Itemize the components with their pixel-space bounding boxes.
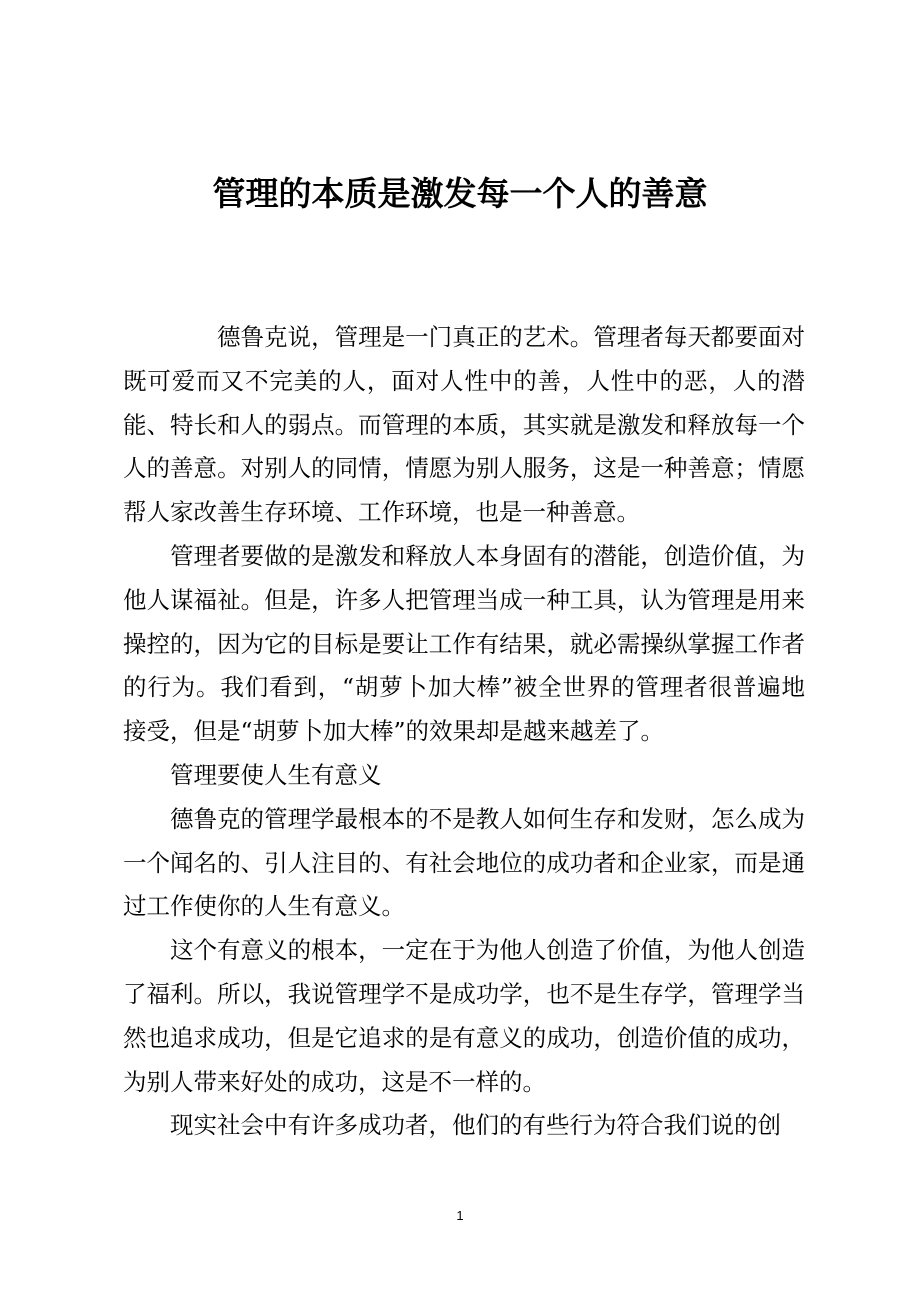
paragraph-4: 这个有意义的根本，一定在于为他人创造了价值，为他人创造了福利。所以，我说管理学不是成功学，也不是生存学，管理学当然也追求成功，但是它追求的是有意义的成功，创造价值的成功，为别人带来好处的成功，这是不一样的。: [123, 936, 805, 1096]
paragraph-1: 德鲁克说，管理是一门真正的艺术。管理者每天都要面对既可爱而又不完美的人，面对人性中的善，人性中的恶，人的潜能、特长和人的弱点。而管理的本质，其实就是激发和释放每一个人的善意。对别人的同情，情愿为别人服务，这是一种善意；情愿帮人家改善生存环境、工作环境，也是一种善意。: [123, 323, 805, 527]
section-heading: 管理要使人生有意义: [170, 760, 382, 789]
document-title: 管理的本质是激发每一个人的善意: [212, 174, 708, 213]
document-body: [123, 316, 805, 1148]
paragraph-5: 现实社会中有许多成功者，他们的有些行为符合我们说的创: [170, 1111, 781, 1140]
paragraph-3: 德鲁克的管理学最根本的不是教人如何生存和发财，怎么成为一个闻名的、引人注目的、有社会地位的成功者和企业家，而是通过工作使你的人生有意义。: [123, 804, 805, 921]
page-number: 1: [456, 1208, 464, 1223]
paragraph-2: 管理者要做的是激发和释放人本身固有的潜能，创造价值，为他人谋福祉。但是，许多人把管理当成一种工具，认为管理是用来操控的，因为它的目标是要让工作有结果，就必需操纵掌握工作者的行为。我们看到，“胡萝卜加大棒”被全世界的管理者很普遍地接受，但是“胡萝卜加大棒”的效果却是越来越差了。: [123, 541, 805, 746]
